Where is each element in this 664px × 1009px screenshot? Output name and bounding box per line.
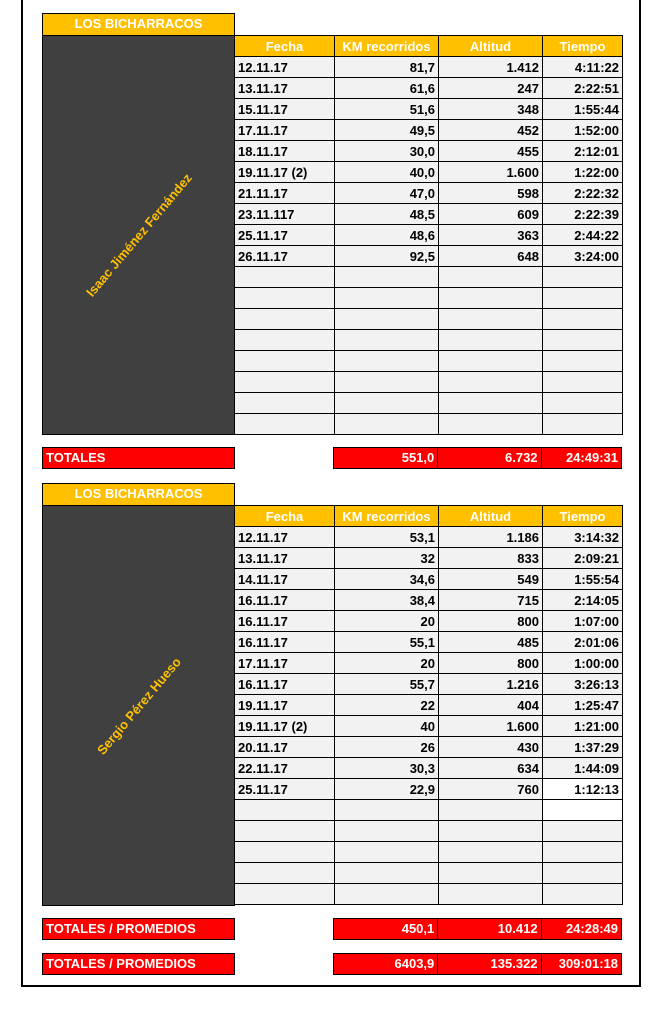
table-row	[235, 653, 623, 674]
empty-cell	[235, 821, 335, 842]
cell-altitud: 833	[439, 548, 543, 569]
empty-cell	[543, 372, 623, 393]
totals-label: TOTALES / PROMEDIOS	[42, 918, 235, 940]
empty-cell	[543, 288, 623, 309]
grand-total-tiempo: 309:01:18	[541, 954, 621, 974]
cell-fecha: 14.11.17	[235, 569, 335, 590]
cell-fecha: 12.11.17	[235, 57, 335, 78]
empty-cell	[439, 309, 543, 330]
cell-fecha: 22.11.17	[235, 758, 335, 779]
table-row	[235, 204, 623, 225]
cell-tiempo: 1:44:09	[543, 758, 623, 779]
empty-cell	[439, 372, 543, 393]
column-header-km: KM recorridos	[335, 36, 439, 57]
column-header-km: KM recorridos	[335, 506, 439, 527]
cell-tiempo: 1:37:29	[543, 737, 623, 758]
cell-tiempo: 2:22:51	[543, 78, 623, 99]
empty-cell	[439, 393, 543, 414]
empty-row	[235, 330, 623, 351]
cell-tiempo: 1:12:13	[543, 779, 623, 800]
empty-cell	[543, 393, 623, 414]
cell-altitud: 648	[439, 246, 543, 267]
cell-km: 53,1	[335, 527, 439, 548]
empty-cell	[235, 842, 335, 863]
table-row	[235, 758, 623, 779]
empty-cell	[439, 351, 543, 372]
cell-km: 40	[335, 716, 439, 737]
empty-cell	[543, 414, 623, 435]
empty-cell	[439, 330, 543, 351]
cell-fecha: 25.11.17	[235, 779, 335, 800]
empty-cell	[543, 842, 623, 863]
empty-cell	[235, 309, 335, 330]
cell-altitud: 404	[439, 695, 543, 716]
table-row	[235, 183, 623, 204]
cell-tiempo: 1:21:00	[543, 716, 623, 737]
empty-cell	[439, 288, 543, 309]
table-row	[235, 548, 623, 569]
empty-cell	[335, 842, 439, 863]
empty-cell	[543, 267, 623, 288]
cell-km: 20	[335, 653, 439, 674]
empty-cell	[543, 309, 623, 330]
cell-tiempo: 1:22:00	[543, 162, 623, 183]
empty-cell	[335, 393, 439, 414]
empty-row	[235, 267, 623, 288]
empty-cell	[235, 330, 335, 351]
cell-altitud: 800	[439, 653, 543, 674]
training-table	[234, 505, 623, 905]
empty-cell	[235, 267, 335, 288]
cell-fecha: 19.11.17 (2)	[235, 716, 335, 737]
cell-km: 92,5	[335, 246, 439, 267]
empty-row	[235, 884, 623, 905]
table-row	[235, 57, 623, 78]
empty-row	[235, 309, 623, 330]
cell-km: 22	[335, 695, 439, 716]
empty-cell	[335, 884, 439, 905]
cell-km: 40,0	[335, 162, 439, 183]
cell-altitud: 1.412	[439, 57, 543, 78]
cell-altitud: 1.216	[439, 674, 543, 695]
cell-fecha: 17.11.17	[235, 120, 335, 141]
table-row	[235, 611, 623, 632]
empty-cell	[335, 330, 439, 351]
cell-tiempo: 1:55:54	[543, 569, 623, 590]
empty-cell	[335, 863, 439, 884]
cell-tiempo: 1:25:47	[543, 695, 623, 716]
cell-tiempo: 2:22:32	[543, 183, 623, 204]
cell-altitud: 609	[439, 204, 543, 225]
cell-km: 26	[335, 737, 439, 758]
table-row	[235, 737, 623, 758]
cell-altitud: 1.186	[439, 527, 543, 548]
cell-km: 32	[335, 548, 439, 569]
cell-fecha: 16.11.17	[235, 611, 335, 632]
empty-row	[235, 863, 623, 884]
empty-cell	[235, 884, 335, 905]
training-table	[234, 35, 623, 435]
empty-cell	[439, 884, 543, 905]
cell-fecha: 13.11.17	[235, 548, 335, 569]
cell-km: 22,9	[335, 779, 439, 800]
cell-altitud: 715	[439, 590, 543, 611]
empty-cell	[439, 821, 543, 842]
cell-fecha: 13.11.17	[235, 78, 335, 99]
cell-fecha: 12.11.17	[235, 527, 335, 548]
cell-fecha: 23.11.117	[235, 204, 335, 225]
cell-fecha: 19.11.17 (2)	[235, 162, 335, 183]
table-row	[235, 779, 623, 800]
empty-cell	[335, 267, 439, 288]
cell-fecha: 25.11.17	[235, 225, 335, 246]
cell-km: 49,5	[335, 120, 439, 141]
empty-cell	[335, 309, 439, 330]
cell-fecha: 15.11.17	[235, 99, 335, 120]
cell-km: 51,6	[335, 99, 439, 120]
cell-tiempo: 1:00:00	[543, 653, 623, 674]
empty-row	[235, 842, 623, 863]
empty-cell	[543, 330, 623, 351]
cell-altitud: 430	[439, 737, 543, 758]
cell-tiempo: 2:22:39	[543, 204, 623, 225]
cell-altitud: 760	[439, 779, 543, 800]
cell-km: 20	[335, 611, 439, 632]
empty-row	[235, 800, 623, 821]
table-row	[235, 590, 623, 611]
table-row	[235, 716, 623, 737]
cell-fecha: 16.11.17	[235, 674, 335, 695]
cell-altitud: 1.600	[439, 162, 543, 183]
table-row	[235, 569, 623, 590]
empty-cell	[439, 414, 543, 435]
empty-cell	[543, 884, 623, 905]
cell-tiempo: 2:12:01	[543, 141, 623, 162]
column-header-fecha: Fecha	[235, 506, 335, 527]
cell-fecha: 17.11.17	[235, 653, 335, 674]
table-row	[235, 141, 623, 162]
athlete-panel	[42, 505, 235, 906]
empty-cell	[335, 351, 439, 372]
table-row	[235, 162, 623, 183]
cell-altitud: 247	[439, 78, 543, 99]
cell-km: 47,0	[335, 183, 439, 204]
athlete-panel	[42, 35, 235, 435]
cell-km: 30,0	[335, 141, 439, 162]
cell-tiempo: 3:26:13	[543, 674, 623, 695]
empty-cell	[235, 863, 335, 884]
empty-cell	[335, 414, 439, 435]
table-row	[235, 674, 623, 695]
empty-cell	[235, 372, 335, 393]
total-km: 450,1	[401, 921, 435, 936]
empty-row	[235, 351, 623, 372]
grand-total-label: TOTALES / PROMEDIOS	[42, 953, 235, 975]
empty-cell	[543, 800, 623, 821]
empty-cell	[335, 372, 439, 393]
team-header: LOS BICHARRACOS	[42, 13, 235, 36]
grand-total-altitud: 135.322	[437, 954, 540, 974]
empty-cell	[235, 351, 335, 372]
totals-label: TOTALES	[42, 447, 235, 469]
total-tiempo: 24:28:49	[541, 919, 621, 939]
cell-tiempo: 4:11:22	[543, 57, 623, 78]
empty-cell	[235, 414, 335, 435]
cell-km: 55,7	[335, 674, 439, 695]
empty-cell	[543, 821, 623, 842]
header-row	[235, 36, 623, 57]
cell-altitud: 549	[439, 569, 543, 590]
header-row	[235, 506, 623, 527]
cell-altitud: 485	[439, 632, 543, 653]
cell-fecha: 21.11.17	[235, 183, 335, 204]
cell-km: 61,6	[335, 78, 439, 99]
empty-cell	[235, 288, 335, 309]
empty-row	[235, 288, 623, 309]
total-km: 551,0	[401, 450, 435, 465]
totals-values	[333, 918, 622, 940]
grand-total-km: 6403,9	[394, 956, 435, 971]
empty-cell	[439, 863, 543, 884]
cell-fecha: 16.11.17	[235, 632, 335, 653]
cell-tiempo: 1:55:44	[543, 99, 623, 120]
cell-tiempo: 2:44:22	[543, 225, 623, 246]
empty-row	[235, 393, 623, 414]
column-header-altitud: Altitud	[439, 36, 543, 57]
empty-cell	[543, 351, 623, 372]
cell-km: 81,7	[335, 57, 439, 78]
cell-km: 38,4	[335, 590, 439, 611]
table-row	[235, 225, 623, 246]
athlete-name: Isaac Jiménez Fernández	[82, 170, 195, 300]
empty-cell	[335, 800, 439, 821]
cell-km: 55,1	[335, 632, 439, 653]
cell-tiempo: 3:14:32	[543, 527, 623, 548]
cell-fecha: 16.11.17	[235, 590, 335, 611]
empty-row	[235, 372, 623, 393]
team-header: LOS BICHARRACOS	[42, 483, 235, 506]
cell-km: 30,3	[335, 758, 439, 779]
empty-cell	[439, 800, 543, 821]
total-altitud: 10.412	[437, 919, 540, 939]
table-row	[235, 120, 623, 141]
cell-fecha: 18.11.17	[235, 141, 335, 162]
cell-fecha: 26.11.17	[235, 246, 335, 267]
empty-row	[235, 414, 623, 435]
empty-cell	[335, 821, 439, 842]
cell-km: 48,6	[335, 225, 439, 246]
table-row	[235, 99, 623, 120]
column-header-tiempo: Tiempo	[543, 506, 623, 527]
cell-fecha: 20.11.17	[235, 737, 335, 758]
table-row	[235, 527, 623, 548]
grand-total-values	[333, 953, 622, 975]
cell-tiempo: 1:07:00	[543, 611, 623, 632]
total-tiempo: 24:49:31	[541, 448, 621, 468]
cell-altitud: 1.600	[439, 716, 543, 737]
totals-values	[333, 447, 622, 469]
cell-altitud: 634	[439, 758, 543, 779]
cell-altitud: 598	[439, 183, 543, 204]
empty-cell	[235, 393, 335, 414]
total-altitud: 6.732	[437, 448, 540, 468]
empty-row	[235, 821, 623, 842]
empty-cell	[235, 800, 335, 821]
table-row	[235, 78, 623, 99]
cell-altitud: 452	[439, 120, 543, 141]
column-header-altitud: Altitud	[439, 506, 543, 527]
empty-cell	[439, 842, 543, 863]
cell-altitud: 363	[439, 225, 543, 246]
empty-cell	[543, 863, 623, 884]
column-header-tiempo: Tiempo	[543, 36, 623, 57]
cell-km: 48,5	[335, 204, 439, 225]
empty-cell	[439, 267, 543, 288]
cell-tiempo: 2:14:05	[543, 590, 623, 611]
column-header-fecha: Fecha	[235, 36, 335, 57]
cell-tiempo: 2:09:21	[543, 548, 623, 569]
cell-tiempo: 1:52:00	[543, 120, 623, 141]
table-row	[235, 695, 623, 716]
table-row	[235, 632, 623, 653]
cell-altitud: 800	[439, 611, 543, 632]
cell-fecha: 19.11.17	[235, 695, 335, 716]
cell-tiempo: 3:24:00	[543, 246, 623, 267]
empty-cell	[335, 288, 439, 309]
cell-altitud: 455	[439, 141, 543, 162]
cell-km: 34,6	[335, 569, 439, 590]
athlete-name: Sergio Pérez Hueso	[93, 653, 184, 758]
cell-altitud: 348	[439, 99, 543, 120]
cell-tiempo: 2:01:06	[543, 632, 623, 653]
table-row	[235, 246, 623, 267]
